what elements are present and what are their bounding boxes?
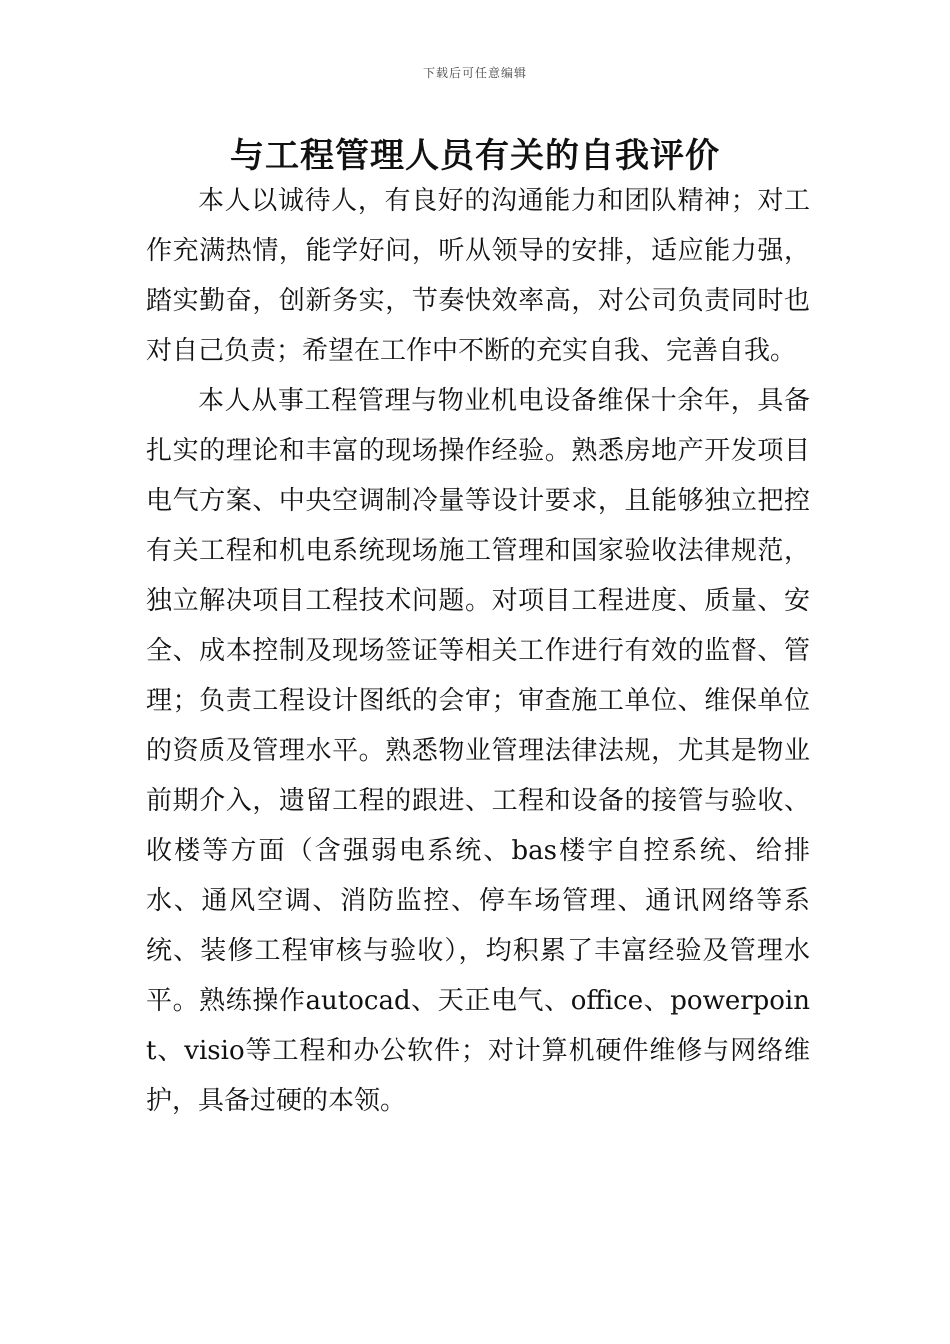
- header-note: 下载后可任意编辑: [422, 66, 527, 80]
- document-body: [146, 176, 810, 1126]
- paragraph-1: 本人以诚待人，有良好的沟通能力和团队精神；对工作充满热情，能学好问，听从领导的安排，适应能力强，踏实勤奋，创新务实，节奏快效率高，对公司负责同时也对自己负责；希望在工作中不断的充实自我、完善自我。: [146, 186, 810, 366]
- paragraph-2: 本人从事工程管理与物业机电设备维保十余年，具备扎实的理论和丰富的现场操作经验。熟悉房地产开发项目电气方案、中央空调制冷量等设计要求，且能够独立把控有关工程和机电系统现场施工管理和国家验收法律规范，独立解决项目工程技术问题。对项目工程进度、质量、安全、成本控制及现场签证等相关工作进行有效的监督、管理；负责工程设计图纸的会审；审查施工单位、维保单位的资质及管理水平。熟悉物业管理法律法规，尤其是物业前期介入，遗留工程的跟进、工程和设备的接管与验收、收楼等方面（含强弱电系统、bas楼宇自控系统、给排水、通风空调、消防监控、停车场管理、通讯网络等系统、装修工程审核与验收），均积累了丰富经验及管理水平。熟练操作autocad、天正电气、office、powerpoint、visio等工程和办公软件；对计算机硬件维修与网络维护，具备过硬的本领。: [146, 386, 810, 1116]
- document-title: 与工程管理人员有关的自我评价: [230, 136, 720, 176]
